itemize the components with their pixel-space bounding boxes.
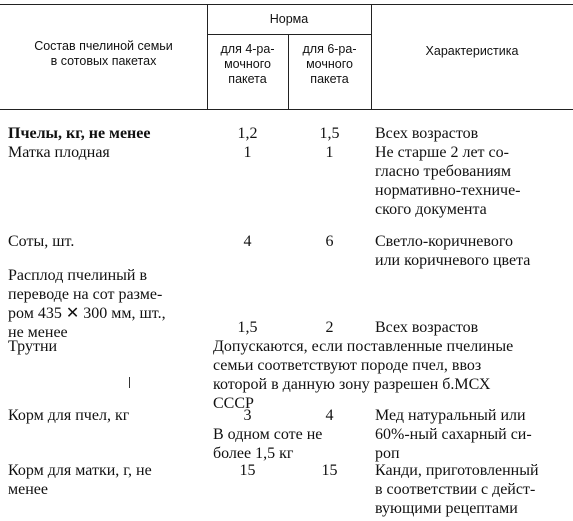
row-drones-span-1: Допускаются, если поставленные пчелиные — [213, 338, 514, 355]
row-queen-desc-4: ского документа — [375, 201, 487, 218]
row-queen-name: Матка плодная — [8, 144, 110, 161]
row-drones-span-4: СССР — [213, 395, 254, 412]
row-brood-v4: 1,5 — [237, 319, 258, 336]
row-queen-v4: 1 — [243, 144, 252, 161]
row-combs-v4: 4 — [243, 233, 252, 250]
rule-header-bottom — [0, 109, 573, 110]
row-beefeed-desc-2: 60%-ный сахарный си- — [375, 426, 532, 443]
row-drones-span-2: семьи соответствуют породе пчел, ввоз — [213, 357, 482, 374]
header-col3-line2: мочного — [306, 57, 353, 71]
row-brood-desc: Всех возрастов — [375, 319, 479, 336]
row-beefeed-note-1: В одном соте не — [213, 426, 323, 443]
row-queen-desc-1: Не старше 2 лет со- — [375, 144, 509, 161]
header-col4: Характеристика — [425, 44, 519, 58]
row-queen-desc-3: нормативно-техниче- — [375, 182, 521, 199]
row-beefeed-name: Корм для пчел, кг — [8, 407, 130, 424]
row-brood-v6: 2 — [325, 319, 334, 336]
row-queenfeed-v4: 15 — [239, 462, 256, 479]
header-col3-line1: для 6-ра- — [302, 42, 357, 56]
row-combs-name: Соты, шт. — [8, 233, 75, 250]
row-brood-name-2: переводе на сот разме- — [8, 286, 163, 303]
row-beefeed-note-2: более 1,5 кг — [213, 445, 294, 462]
row-queenfeed-v6: 15 — [321, 462, 338, 479]
row-beefeed-v4: 3 — [243, 407, 252, 424]
header-col2-line2: мочного — [224, 57, 271, 71]
row-beefeed-v6: 4 — [325, 407, 334, 424]
row-queen-desc-2: гласно требованиям — [375, 163, 511, 180]
row-combs-desc-1: Светло-коричневого — [375, 233, 513, 250]
row-queenfeed-desc-1: Канди, приготовленный — [375, 462, 539, 479]
header-col1-line1: Состав пчелиной семьи — [34, 39, 173, 53]
row-beefeed-desc-3: роп — [375, 445, 400, 462]
row-queen-v6: 1 — [325, 144, 334, 161]
row-queenfeed-name-1: Корм для матки, г, не — [8, 462, 152, 479]
row-bees-desc: Всех возрастов — [375, 125, 479, 142]
row-drones-name: Трутни — [8, 338, 58, 355]
row-drones-span-3: которой в данную зону разрешен б.МСХ — [213, 376, 491, 393]
row-brood-name-4: не менее — [8, 324, 68, 341]
row-queenfeed-name-2: менее — [8, 481, 48, 498]
row-combs-v6: 6 — [325, 233, 334, 250]
rule-norm-under — [207, 34, 371, 35]
row-beefeed-desc-1: Мед натуральный или — [375, 407, 526, 424]
row-bees-v6: 1,5 — [319, 125, 340, 142]
row-queenfeed-desc-2: в соответствии с дейст- — [375, 481, 536, 498]
rule-top — [0, 4, 573, 5]
header-norm: Норма — [269, 12, 309, 26]
stray-mark — [129, 377, 130, 388]
row-queenfeed-desc-3: вующими рецептами — [375, 500, 518, 517]
row-brood-name-1: Расплод пчелиный в — [8, 267, 148, 284]
header-col2-line3: пакета — [228, 72, 267, 86]
header-col3-line3: пакета — [310, 72, 349, 86]
row-bees-v4: 1,2 — [237, 125, 258, 142]
row-combs-desc-2: или коричневого цвета — [375, 252, 531, 269]
header-col1-line2: в сотовых пакетах — [50, 54, 157, 68]
row-bees-name: Пчелы, кг, не менее — [8, 125, 151, 142]
header-col2-line1: для 4-ра- — [220, 42, 275, 56]
row-brood-name-3: ром 435 ✕ 300 мм, шт., — [8, 305, 166, 322]
